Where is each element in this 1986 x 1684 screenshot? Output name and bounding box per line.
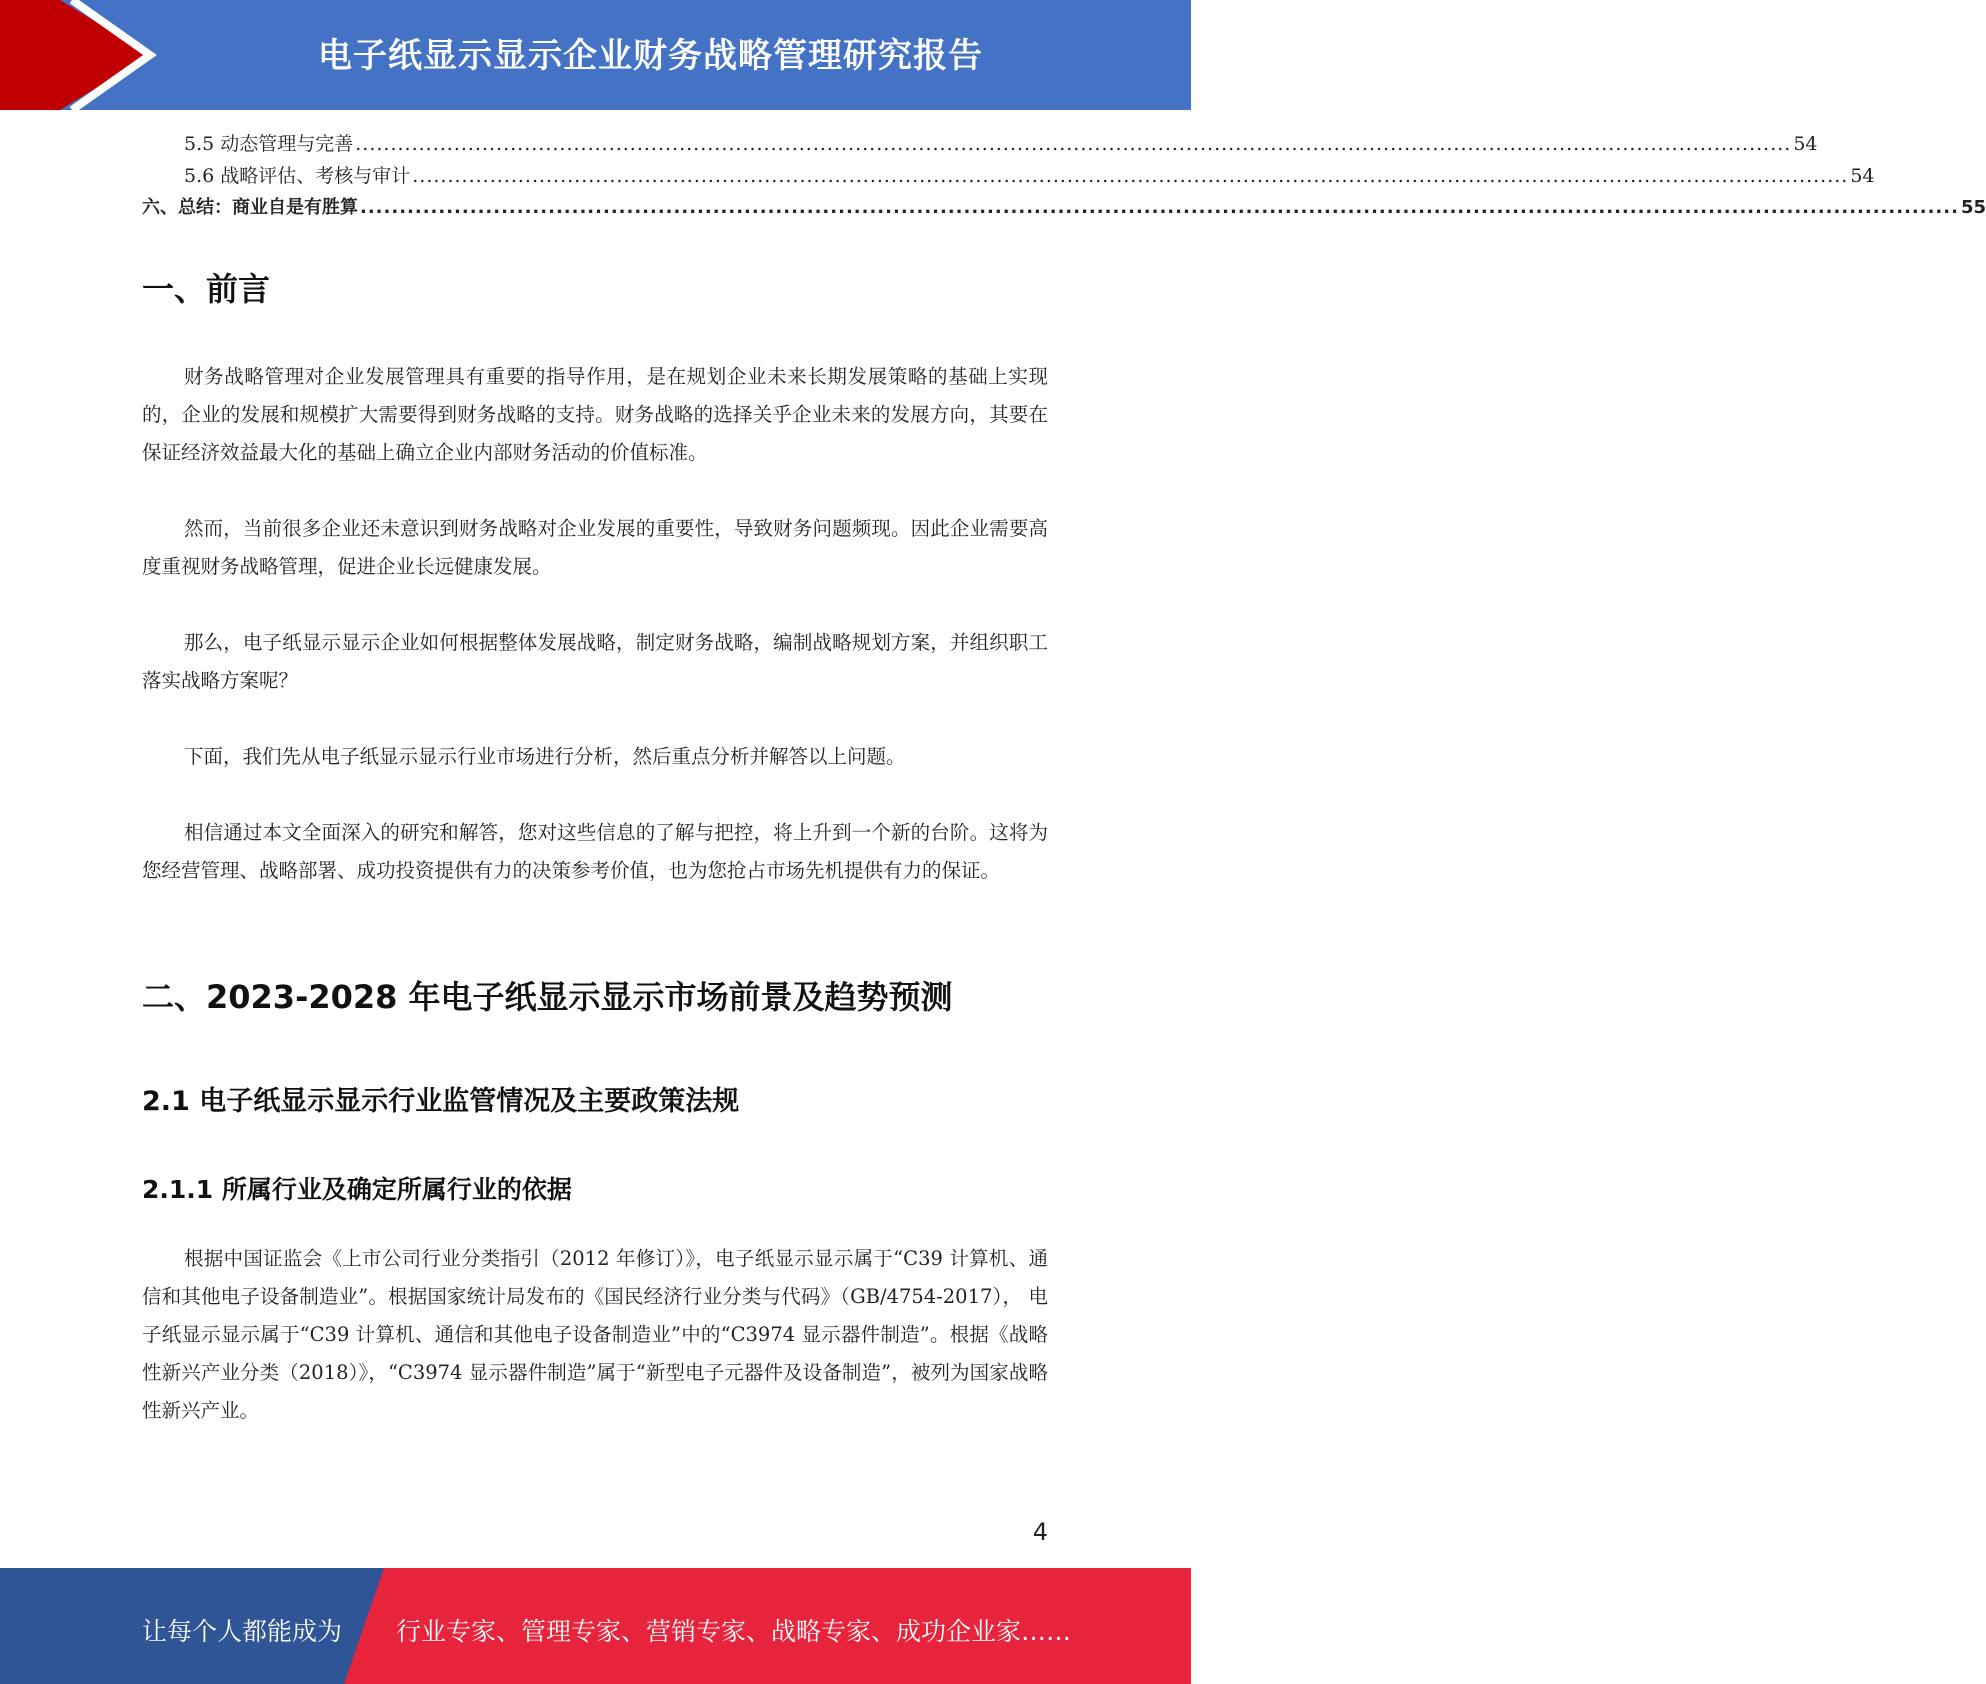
page-number: 4 [1032, 1518, 1048, 1546]
preface-paragraph: 财务战略管理对企业发展管理具有重要的指导作用，是在规划企业未来长期发展策略的基础上实现的，企业的发展和规模扩大需要得到财务战略的支持。财务战略的选择关乎企业未来的发展方向，其要在保证经济效益最大化的基础上确立企业内部财务活动的价值标准。 [142, 365, 1048, 464]
footer-slogan-left: 让每个人都能成为 [142, 1617, 343, 1646]
toc-entry-page: 54 [1793, 133, 1818, 155]
section-heading-preface: 一、前言 [142, 270, 271, 308]
table-of-contents [142, 128, 1986, 224]
toc-leader-dots: ............................................................................................................................................................................................................ [360, 197, 1959, 218]
toc-entry[interactable] [142, 160, 1875, 192]
toc-entry[interactable] [142, 192, 1986, 224]
toc-entry-label: 六、总结：商业自是有胜算 [142, 197, 358, 218]
toc-entry-label: 5.6 战略评估、考核与审计 [184, 165, 411, 187]
toc-leader-dots: ............................................................................................................................................................................................................ [412, 165, 1849, 187]
report-title: 电子纸显示显示企业财务战略管理研究报告 [318, 36, 983, 76]
section-heading-market: 二、2023-2028 年电子纸显示显示市场前景及趋势预测 [142, 978, 953, 1016]
toc-entry[interactable] [142, 128, 1818, 160]
toc-entry-label: 5.5 动态管理与完善 [184, 133, 354, 155]
subsection-heading-2-1: 2.1 电子纸显示显示行业监管情况及主要政策法规 [142, 1086, 740, 1117]
preface-paragraph: 然而，当前很多企业还未意识到财务战略对企业发展的重要性，导致财务问题频现。因此企业需要高度重视财务战略管理，促进企业长远健康发展。 [142, 517, 1048, 578]
preface-paragraph: 下面，我们先从电子纸显示显示行业市场进行分析，然后重点分析并解答以上问题。 [184, 745, 906, 768]
industry-paragraph: 根据中国证监会《上市公司行业分类指引（2012 年修订）》，电子纸显示显示属于“C39 计算机、通信和其他电子设备制造业”。根据国家统计局发布的《国民经济行业分类与代码》（GB/4754-2017）， 电子纸显示显示属于“C39 计算机、通信和其他电子设备制造业”中的“C3974 显示器件制造”。根据《战略性新兴产业分类（2018）》，“C3974 显示器件制造”属于“新型电子元器件及设备制造”，被列为国家战略性新兴产业。 [142, 1247, 1048, 1422]
page-header [0, 0, 1191, 110]
footer-slogan-right: 行业专家、管理专家、营销专家、战略专家、成功企业家…… [396, 1617, 1072, 1646]
toc-entry-page: 55 [1960, 197, 1986, 218]
toc-entry-page: 54 [1850, 165, 1875, 187]
toc-leader-dots: ............................................................................................................................................................................................................ [355, 133, 1792, 155]
preface-paragraph: 那么，电子纸显示显示企业如何根据整体发展战略，制定财务战略，编制战略规划方案，并组织职工落实战略方案呢？ [142, 631, 1048, 692]
subsection-heading-2-1-1: 2.1.1 所属行业及确定所属行业的依据 [142, 1175, 572, 1204]
preface-paragraph: 相信通过本文全面深入的研究和解答，您对这些信息的了解与把控，将上升到一个新的台阶。这将为您经营管理、战略部署、成功投资提供有力的决策参考价值，也为您抢占市场先机提供有力的保证。 [142, 821, 1048, 882]
page-footer [0, 1568, 1191, 1684]
